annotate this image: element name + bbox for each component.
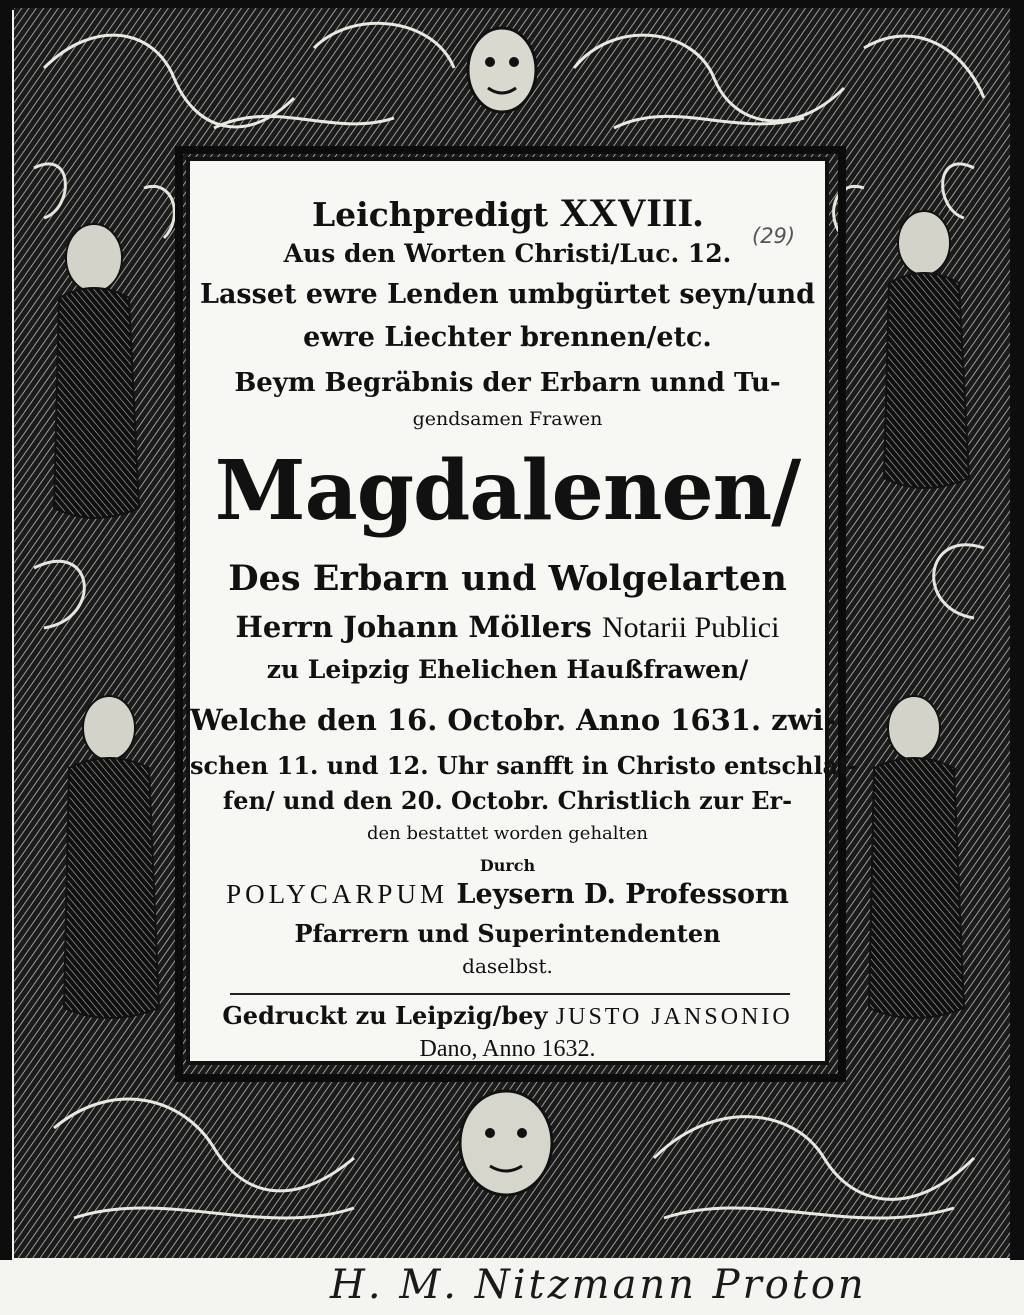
deceased-name: Magdalenen/	[214, 443, 801, 539]
author-name: POLYCARPUM	[226, 879, 448, 909]
husband-line-2	[190, 610, 825, 645]
scan-edge-left	[0, 0, 12, 1260]
imprint-divider	[230, 993, 790, 995]
husband-office: Notarii Publici	[601, 611, 780, 644]
title-panel	[186, 157, 858, 1065]
death-date-line-2: schen 11. und 12. Uhr sanfft in Christo entschlaf-	[190, 751, 858, 780]
scripture-text-line-1: Lasset ewre Lenden umbgürtet seyn/und	[199, 279, 816, 310]
burial-date-line: fen/ und den 20. Octobr. Christlich zur Er-	[222, 786, 793, 815]
death-date-line-1: Welche den 16. Octobr. Anno 1631. zwi-	[190, 703, 836, 737]
sermon-number: XXVIII.	[559, 190, 704, 235]
imprint-place: Gedruckt zu Leipzig/bey	[222, 1001, 548, 1030]
by-line: Durch	[479, 856, 536, 875]
author-line	[190, 879, 825, 910]
handwritten-note: H. M. Nitzmann Proton	[330, 1262, 867, 1308]
sermon-heading	[190, 189, 825, 236]
husband-line-3: zu Leipzig Ehelichen Haußfrawen/	[266, 655, 749, 684]
imprint-line-1	[190, 1001, 825, 1031]
author-office: Pfarrern und Superintendenten	[294, 919, 721, 948]
author-place: daselbst.	[462, 954, 553, 978]
husband-name: Herrn Johann Möllers	[235, 610, 592, 644]
author-title: Leysern D. Professorn	[456, 879, 789, 910]
margin-number-annotation: (29)	[752, 224, 796, 248]
occasion-line-2: gendsamen Frawen	[412, 408, 603, 430]
sermon-heading-text: Leichpredigt	[311, 195, 549, 234]
husband-line-1: Des Erbarn und Wolgelarten	[228, 558, 787, 599]
scan-edge-right	[1010, 0, 1024, 1260]
occasion-line-1: Beym Begräbnis der Erbarn unnd Tu-	[234, 368, 781, 398]
scripture-text-line-2: ewre Liechter brennen/etc.	[303, 322, 712, 353]
printer-name: JUSTO JANSONIO	[555, 1004, 793, 1030]
burial-line-end: den bestattet worden gehalten	[366, 823, 648, 844]
imprint-year: Dano, Anno 1632.	[419, 1036, 596, 1062]
scripture-reference: Aus den Worten Christi/Luc. 12.	[283, 239, 732, 268]
